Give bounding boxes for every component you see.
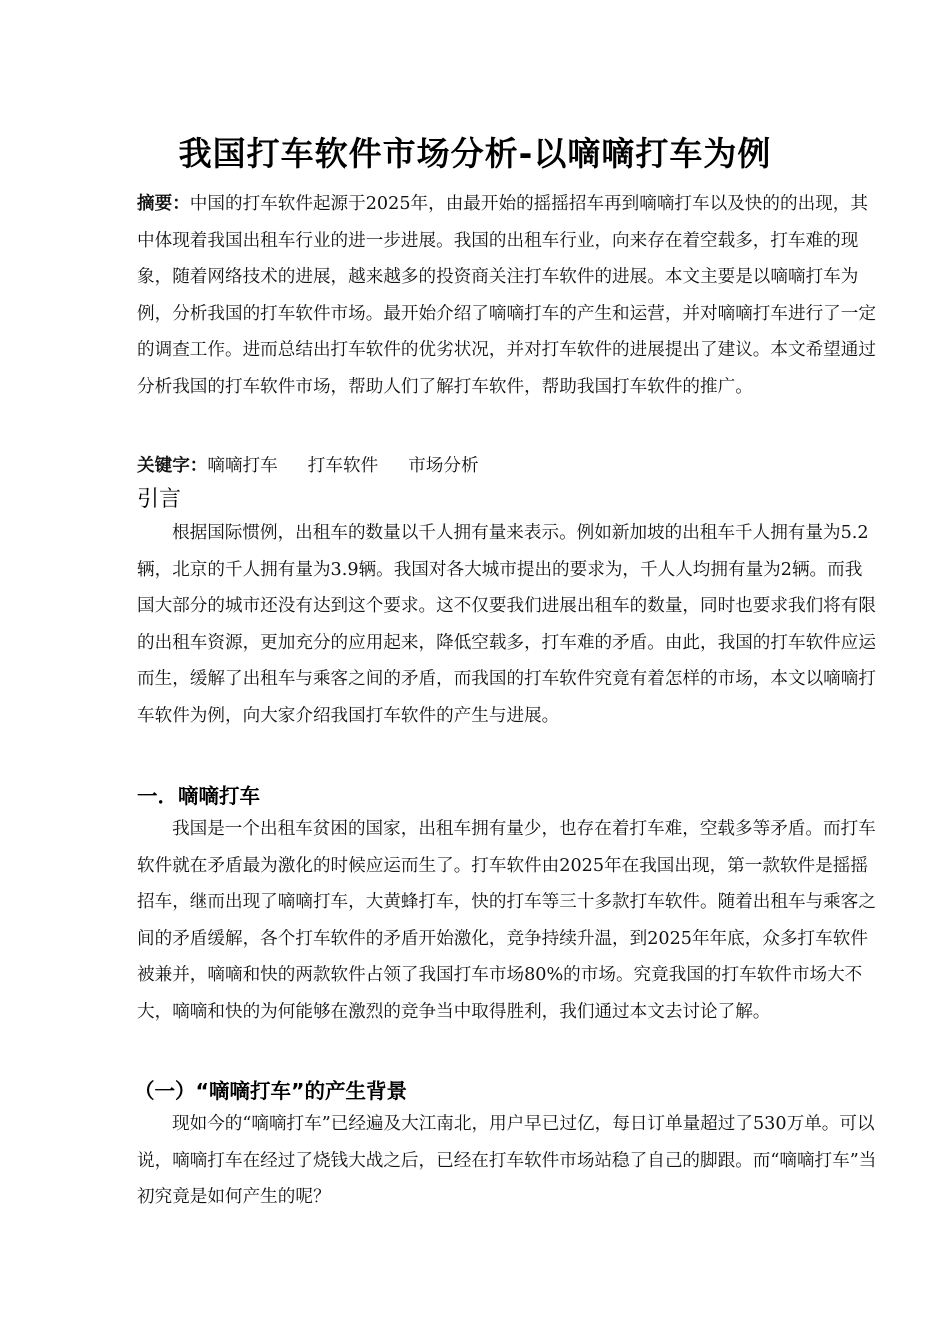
keyword-3: 市场分析 <box>408 456 479 476</box>
keywords-section <box>137 448 877 485</box>
document-title: 我国打车软件市场分析-以嘀嘀打车为例 <box>178 134 772 173</box>
section1-paragraph: 我国是一个出租车贫困的国家，出租车拥有量少，也存在着打车难，空载多等矛盾。而打车软件就在矛盾最为激化的时候应运而生了。打车软件由2025年在我国出现，第一款软件是摇摇招车，继而出现了嘀嘀打车，大黄蜂打车，快的打车等三十多款打车软件。随着出租车与乘客之间的矛盾缓解，各个打车软件的矛盾开始激化，竞争持续升温，到2025年年底，众多打车软件被兼并，嘀嘀和快的两款软件占领了我国打车市场80%的市场。究竟我国的打车软件市场大不大，嘀嘀和快的为何能够在激烈的竞争当中取得胜利，我们通过本文去讨论了解。 <box>137 819 876 1022</box>
subsection1-paragraph: 现如今的“嘀嘀打车”已经遍及大江南北，用户早已过亿，每日订单量超过了530万单。可以说，嘀嘀打车在经过了烧钱大战之后，已经在打车软件市场站稳了自己的脚跟。而“嘀嘀打车”当初究竟是如何产生的呢？ <box>137 1114 877 1207</box>
keywords-line <box>137 448 877 485</box>
keyword-1: 嘀嘀打车 <box>207 456 278 476</box>
section1-section <box>137 811 877 1030</box>
abstract-text: 中国的打车软件起源于2025年，由最开始的摇摇招车再到嘀嘀打车以及快的的出现，其中体现着我国出租车行业的进一步进展。我国的出租车行业，向来存在着空载多，打车难的现象，随着网络技术的进展，越来越多的投资商关注打车软件的进展。本文主要是以嘀嘀打车为例，分析我国的打车软件市场。最开始介绍了嘀嘀打车的产生和运营，并对嘀嘀打车进行了一定的调查工作。进而总结出打车软件的优劣状况，并对打车软件的进展提出了建议。本文希望通过分析我国的打车软件市场，帮助人们了解打车软件，帮助我国打车软件的推广。 <box>137 194 876 397</box>
keywords-label: 关键字： <box>137 456 208 476</box>
abstract-paragraph <box>137 186 877 405</box>
abstract-label: 摘要： <box>137 194 190 214</box>
subsection1-heading: （一）“嘀嘀打车”的产生背景 <box>134 1079 407 1103</box>
intro-heading: 引言 <box>137 487 182 512</box>
abstract-section <box>137 186 877 405</box>
subsection1-section <box>137 1106 877 1216</box>
keyword-2: 打车软件 <box>307 456 379 476</box>
intro-paragraph: 根据国际惯例，出租车的数量以千人拥有量来表示。例如新加坡的出租车千人拥有量为5.2辆，北京的千人拥有量为3.9辆。我国对各大城市提出的要求为，千人人均拥有量为2辆。而我国大部分的城市还没有达到这个要求。这不仅要我们进展出租车的数量，同时也要求我们将有限的出租车资源，更加充分的应用起来，降低空载多，打车难的矛盾。由此，我国的打车软件应运而生，缓解了出租车与乘客之间的矛盾，而我国的打车软件究竟有着怎样的市场，本文以嘀嘀打车软件为例，向大家介绍我国打车软件的产生与进展。 <box>137 523 876 726</box>
section1-heading: 一．嘀嘀打车 <box>137 784 260 808</box>
intro-section <box>137 515 877 734</box>
